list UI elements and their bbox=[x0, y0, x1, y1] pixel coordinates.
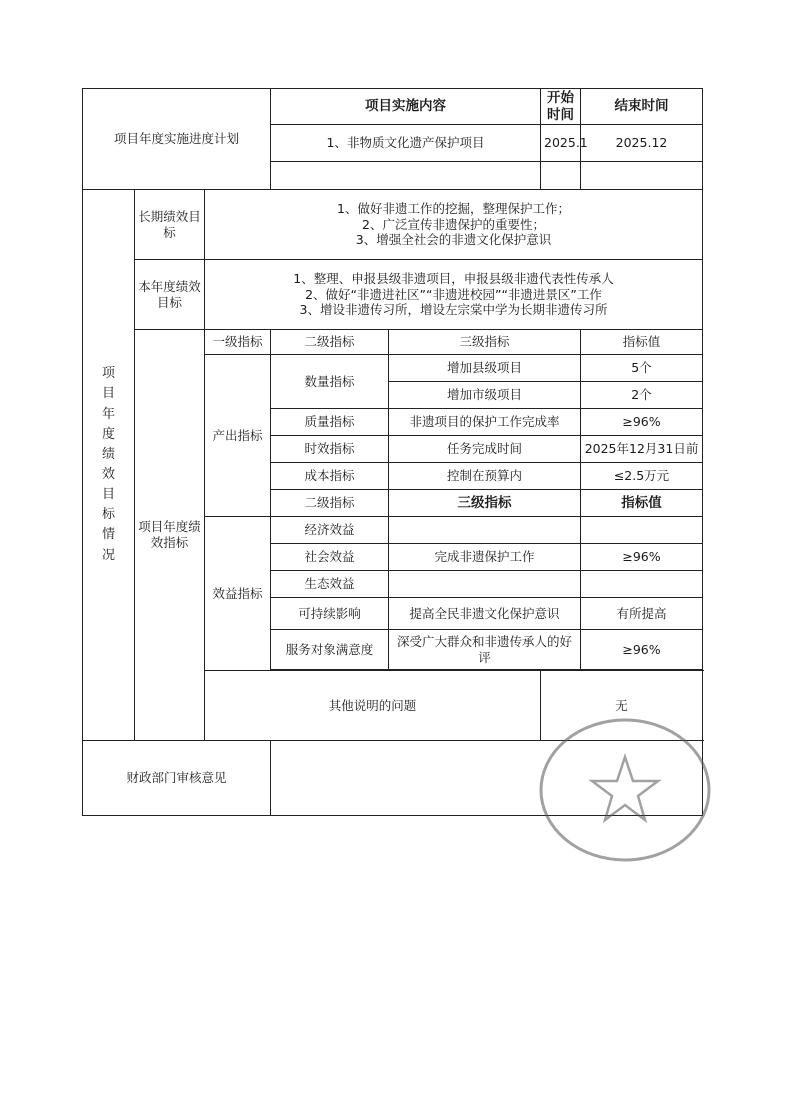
annual-label: 本年度绩效目标 bbox=[135, 260, 205, 330]
schedule-item-start: 2025.1 bbox=[541, 125, 581, 162]
header2-level3: 三级指标 bbox=[389, 490, 581, 517]
annual-goal: 3、增设非遗传习所，增设左宗棠中学为长期非遗传习所 bbox=[299, 302, 608, 318]
performance-section-label: 项目年度绩效目标情况 bbox=[83, 190, 135, 741]
quantity-county-value: 5个 bbox=[581, 355, 703, 382]
schedule-empty-content bbox=[271, 162, 541, 190]
header1-level1: 一级指标 bbox=[205, 330, 271, 355]
col-end-header: 结束时间 bbox=[581, 89, 703, 125]
other-label: 其他说明的问题 bbox=[205, 671, 541, 741]
header2-value: 指标值 bbox=[581, 490, 703, 517]
header1-level3: 三级指标 bbox=[389, 330, 581, 355]
economic-level3 bbox=[389, 517, 581, 544]
long-term-goal: 2、广泛宣传非遗保护的重要性； bbox=[362, 216, 545, 232]
long-term-goal: 1、做好非遗工作的挖掘，整理保护工作； bbox=[337, 201, 570, 217]
quality-label: 质量指标 bbox=[271, 409, 389, 436]
long-term-goal: 3、增强全社会的非遗文化保护意识 bbox=[355, 232, 552, 248]
long-term-label: 长期绩效目标 bbox=[135, 190, 205, 260]
quality-level3: 非遗项目的保护工作完成率 bbox=[389, 409, 581, 436]
sustainable-level3: 提高全民非遗文化保护意识 bbox=[389, 598, 581, 630]
timeliness-label: 时效指标 bbox=[271, 436, 389, 463]
quantity-city-value: 2个 bbox=[581, 382, 703, 409]
schedule-empty-start bbox=[541, 162, 581, 190]
schedule-label: 项目年度实施进度计划 bbox=[83, 89, 271, 190]
quality-value: ≥96% bbox=[581, 409, 703, 436]
satisfaction-level3: 深受广大群众和非遗传承人的好评 bbox=[389, 630, 581, 670]
quantity-label: 数量指标 bbox=[271, 355, 389, 409]
schedule-item-content: 1、非物质文化遗产保护项目 bbox=[271, 125, 541, 162]
social-value: ≥96% bbox=[581, 544, 703, 571]
ecological-value bbox=[581, 571, 703, 598]
benefit-level1: 效益指标 bbox=[205, 517, 271, 671]
other-value: 无 bbox=[541, 671, 703, 741]
col-start-header: 开始时间 bbox=[541, 89, 581, 125]
schedule-empty-end bbox=[581, 162, 703, 190]
header2-level2: 二级指标 bbox=[271, 490, 389, 517]
annual-goal: 2、做好“非遗进社区”“非遗进校园”“非遗进景区”工作 bbox=[305, 286, 602, 302]
annual-goals bbox=[205, 260, 703, 330]
sustainable-value: 有所提高 bbox=[581, 598, 703, 630]
cost-level3: 控制在预算内 bbox=[389, 463, 581, 490]
header1-level2: 二级指标 bbox=[271, 330, 389, 355]
ecological-level3 bbox=[389, 571, 581, 598]
project-table bbox=[82, 88, 703, 816]
satisfaction-value: ≥96% bbox=[581, 630, 703, 670]
header1-value: 指标值 bbox=[581, 330, 703, 355]
economic-value bbox=[581, 517, 703, 544]
satisfaction-label: 服务对象满意度 bbox=[271, 630, 389, 670]
schedule-item-end: 2025.12 bbox=[581, 125, 703, 162]
sustainable-label: 可持续影响 bbox=[271, 598, 389, 630]
timeliness-level3: 任务完成时间 bbox=[389, 436, 581, 463]
long-term-goals bbox=[205, 190, 703, 260]
social-level3: 完成非遗保护工作 bbox=[389, 544, 581, 571]
quantity-county: 增加县级项目 bbox=[389, 355, 581, 382]
cost-label: 成本指标 bbox=[271, 463, 389, 490]
review-label: 财政部门审核意见 bbox=[83, 741, 271, 816]
quantity-city: 增加市级项目 bbox=[389, 382, 581, 409]
cost-value: ≤2.5万元 bbox=[581, 463, 703, 490]
output-level1: 产出指标 bbox=[205, 355, 271, 517]
official-seal bbox=[535, 715, 715, 865]
annual-goal: 1、整理、申报县级非遗项目，申报县级非遗代表性传承人 bbox=[293, 271, 614, 287]
indicators-label: 项目年度绩效指标 bbox=[135, 330, 205, 741]
timeliness-value: 2025年12月31日前 bbox=[581, 436, 703, 463]
economic-label: 经济效益 bbox=[271, 517, 389, 544]
social-label: 社会效益 bbox=[271, 544, 389, 571]
seal-icon bbox=[535, 715, 715, 865]
col-content-header: 项目实施内容 bbox=[271, 89, 541, 125]
ecological-label: 生态效益 bbox=[271, 571, 389, 598]
